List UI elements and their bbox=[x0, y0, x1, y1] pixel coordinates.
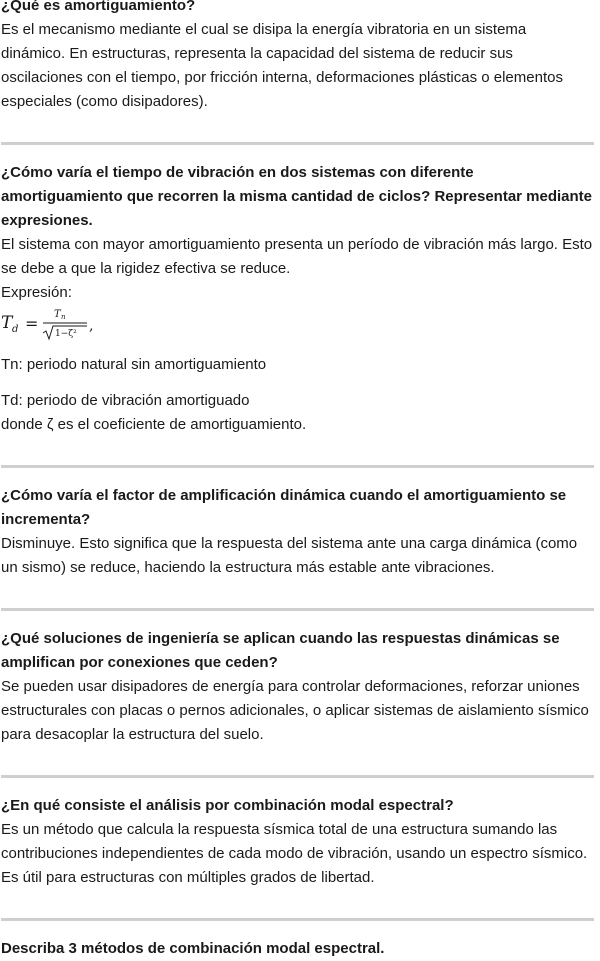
question-heading: ¿Cómo varía el tiempo de vibración en dos sistemas con diferente amortiguamiento que recorren la misma cantidad de ciclos? Representar mediante expresiones. bbox=[1, 164, 593, 229]
section-amplification-factor bbox=[1, 484, 594, 580]
formula-numerator-subscript: n bbox=[61, 313, 66, 321]
section-modal-combination bbox=[1, 794, 594, 890]
formula-lhs: T bbox=[1, 313, 13, 333]
answer-text: Disminuye. Esto significa que la respuesta del sistema ante una carga dinámica (como un sismo) se reduce, haciendo la estructura más estable ante vibraciones. bbox=[1, 535, 578, 576]
answer-text: Es un método que calcula la respuesta sísmica total de una estructura sumando las contribuciones independientes de cada modo de vibración, usando un espectro sísmico. Es útil para estructuras con múltiples grados de libertad. bbox=[1, 821, 588, 886]
tn-definition: Tn: periodo natural sin amortiguamiento bbox=[1, 356, 267, 373]
question-heading: ¿Cómo varía el factor de amplificación dinámica cuando el amortiguamiento se incrementa? bbox=[1, 487, 567, 528]
formula-graphic bbox=[1, 306, 111, 342]
section-combination-methods bbox=[1, 937, 594, 961]
section-engineering-solutions bbox=[1, 627, 594, 747]
question-heading: Describa 3 métodos de combinación modal espectral. bbox=[1, 940, 385, 957]
svg-text:=: = bbox=[25, 314, 39, 333]
svg-text:,: , bbox=[89, 318, 94, 334]
answer-text: El sistema con mayor amortiguamiento presenta un período de vibración más largo. Esto se debe a que la rigidez efectiva se reduce. bbox=[1, 236, 593, 277]
formula-lhs-subscript: d bbox=[12, 324, 19, 335]
formula-numerator: T bbox=[54, 309, 61, 320]
td-definition: Td: periodo de vibración amortiguado bbox=[1, 392, 250, 409]
question-heading: ¿En qué consiste el análisis por combinación modal espectral? bbox=[1, 797, 454, 814]
damped-period-formula bbox=[1, 305, 594, 343]
formula-denominator: 1−ζ² bbox=[55, 329, 77, 339]
section-damping-definition bbox=[1, 0, 594, 114]
question-heading: ¿Qué es amortiguamiento? bbox=[1, 0, 196, 14]
section-vibration-time bbox=[1, 161, 594, 437]
expression-label: Expresión: bbox=[1, 284, 72, 301]
question-heading: ¿Qué soluciones de ingeniería se aplican cuando las respuestas dinámicas se amplifican por conexiones que ceden? bbox=[1, 630, 560, 671]
answer-text: Se pueden usar disipadores de energía para controlar deformaciones, reforzar uniones estructurales con placas o pernos adicionales, o aplicar sistemas de aislamiento sísmico para desacoplar la estructura del suelo. bbox=[1, 678, 589, 743]
answer-text: Es el mecanismo mediante el cual se disipa la energía vibratoria en un sistema dinámico. En estructuras, representa la capacidad del sistema de reducir sus oscilaciones con el tiempo, por fricción interna, deformaciones plásticas o elementos especiales (como disipadores). bbox=[1, 21, 563, 110]
zeta-definition: donde ζ es el coeficiente de amortiguamiento. bbox=[1, 416, 307, 433]
